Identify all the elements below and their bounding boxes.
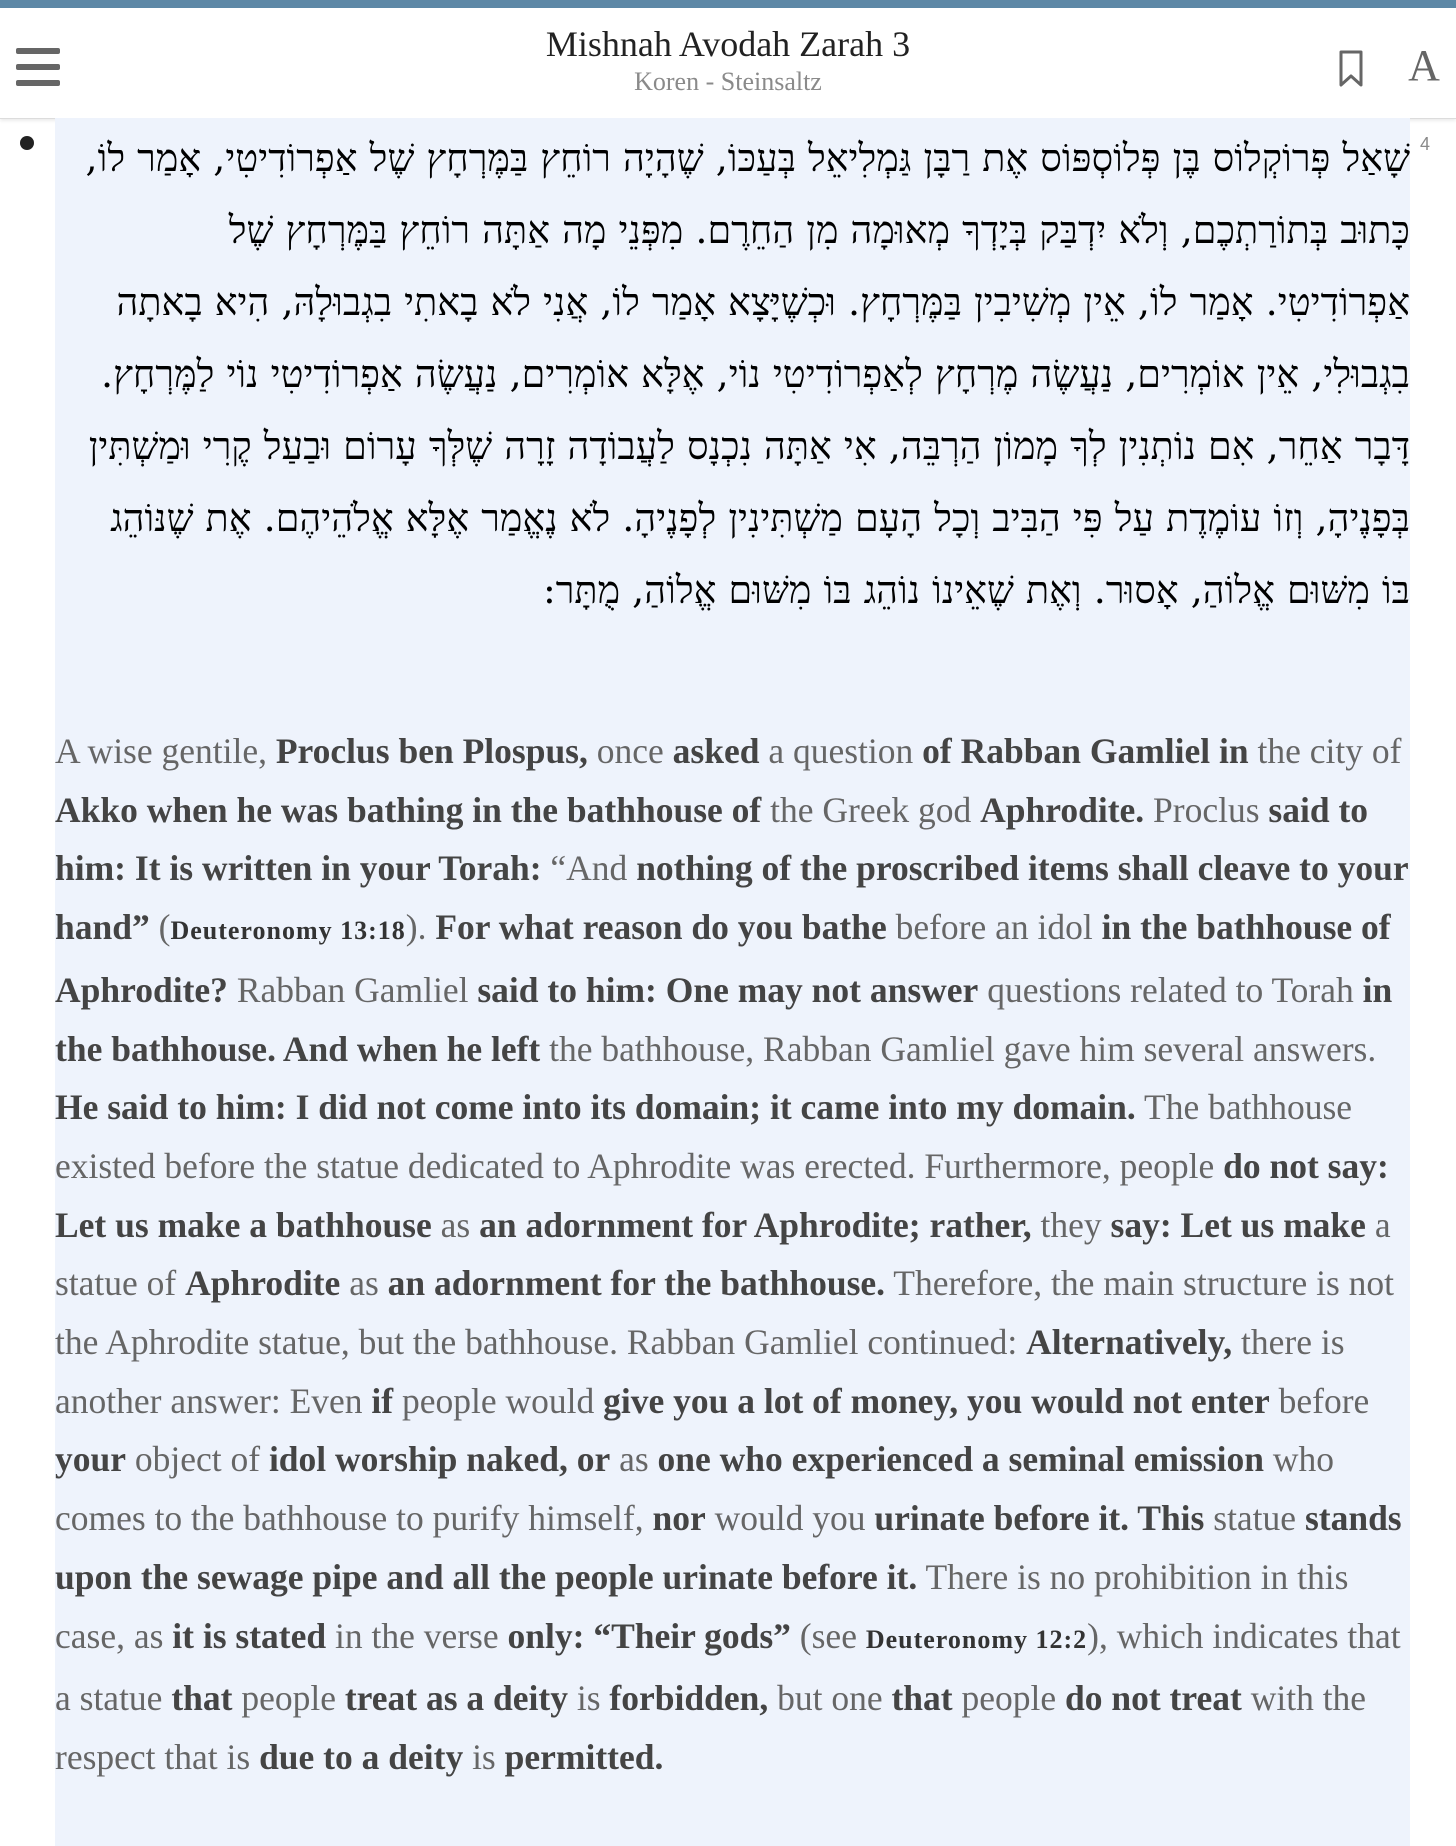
menu-line — [16, 64, 60, 70]
translation-plain-run: Rabban Gamliel — [227, 969, 478, 1010]
translation-plain-run: Therefore, the main structure is not the Aphrodite statue, but the bathhouse. Rabban Gamliel continued: — [55, 1263, 1395, 1363]
translation-bold-run: one who experienced a seminal emission — [657, 1439, 1264, 1480]
page-subtitle: Koren - Steinsaltz — [634, 67, 822, 96]
translation-bold-run: Aphrodite. — [980, 789, 1145, 830]
translation-bold-run: do not treat — [1065, 1678, 1242, 1719]
translation-bold-run: forbidden, — [609, 1678, 769, 1719]
translation-plain-run: is — [463, 1736, 505, 1777]
translation-bold-run: He said to him: I did not come into its domain; it came into my domain. — [55, 1087, 1136, 1128]
segment-number: 4 — [1420, 134, 1431, 154]
translation-bold-run: urinate before it. This — [874, 1498, 1205, 1539]
translation-bold-run: nothing of the proscribed items shall cleave to your hand” — [55, 848, 1408, 948]
translation-plain-run: people would — [393, 1380, 604, 1421]
top-accent-bar — [0, 0, 1456, 8]
translation-plain-run: in the verse — [326, 1615, 508, 1656]
translation-plain-run: A wise gentile, — [55, 731, 276, 771]
translation-bold-run: give you a lot of money, you would not enter — [603, 1380, 1270, 1421]
translation-plain-run: as — [610, 1439, 658, 1480]
verse-reference[interactable]: Deuteronomy 12:2 — [865, 1624, 1088, 1654]
translation-plain-run: before — [1269, 1380, 1370, 1421]
translation-plain-run: There is no prohibition in this case, as — [55, 1556, 1349, 1656]
translation-bold-run: that — [171, 1678, 233, 1719]
translation-bold-run: in the bathhouse. And when he left — [55, 969, 1393, 1069]
translation-plain-run: is — [567, 1678, 610, 1719]
translation-bold-run: Alternatively, — [1026, 1322, 1233, 1363]
translation-bold-run: For what reason do you bathe — [435, 907, 887, 948]
title-block[interactable] — [300, 22, 1156, 98]
translation-plain-run: “And — [541, 848, 637, 889]
translation-bold-run: an adornment for Aphrodite; rather, — [479, 1204, 1032, 1245]
translation-plain-run: object of — [126, 1439, 269, 1480]
translation-bold-run: if — [371, 1380, 394, 1421]
translation-plain-run: a question — [759, 731, 923, 771]
translation-bold-run: Akko when he was bathing in the bathhouse of — [55, 789, 762, 830]
bookmark-icon[interactable] — [1338, 50, 1364, 88]
segment-bullet — [20, 136, 34, 150]
translation-plain-run: there is another answer: Even — [55, 1322, 1345, 1421]
page-title: Mishnah Avodah Zarah 3 — [545, 24, 911, 64]
translation-plain-run: statue — [1204, 1498, 1305, 1539]
translation-plain-run: (see — [790, 1615, 866, 1656]
translation-plain-run: the city of — [1248, 731, 1402, 771]
translation-bold-run: only: “Their gods” — [507, 1615, 791, 1656]
translation-plain-run: would you — [705, 1498, 875, 1539]
translation-bold-run: permitted. — [504, 1736, 664, 1777]
translation-bold-run: Proclus ben Plospus, — [275, 731, 588, 771]
translation-plain-run: The bathhouse existed before the statue dedicated to Aphrodite was erected. Furthermore, people — [55, 1087, 1353, 1186]
translation-plain-run: as — [431, 1204, 480, 1245]
translation-plain-run: people — [232, 1678, 345, 1719]
translation-bold-run: of Rabban Gamliel in — [922, 731, 1249, 771]
menu-line — [16, 80, 60, 86]
translation-plain-run: ). — [405, 907, 436, 948]
hamburger-menu-icon[interactable] — [16, 48, 60, 86]
translation-plain-run: the bathhouse, Rabban Gamliel gave him several answers. — [540, 1028, 1377, 1069]
english-translation[interactable] — [55, 722, 1415, 1787]
translation-bold-run: stands upon the sewage pipe and all the people urinate before it. — [55, 1498, 1402, 1597]
app-header — [0, 8, 1456, 119]
translation-bold-run: an adornment for the bathhouse. — [387, 1263, 886, 1304]
translation-plain-run: ), which indicates that a statue — [55, 1615, 1401, 1719]
verse-reference[interactable]: Deuteronomy 13:18 — [170, 916, 406, 946]
translation-plain-run: they — [1031, 1204, 1111, 1245]
translation-bold-run: do not say: Let us make a bathhouse — [55, 1145, 1389, 1245]
translation-bold-run: asked — [672, 731, 760, 771]
translation-plain-run: a statue of — [55, 1204, 1391, 1304]
translation-plain-run: the Greek god — [761, 789, 981, 830]
translation-bold-run: that — [891, 1678, 953, 1719]
translation-plain-run: as — [340, 1263, 388, 1304]
translation-bold-run: said to him: One may not answer — [477, 969, 979, 1010]
translation-plain-run: who comes to the bathhouse to purify himself, — [55, 1439, 1334, 1539]
translation-bold-run: said to him: It is written in your Torah: — [55, 789, 1369, 889]
translation-bold-run: due to a deity — [259, 1736, 464, 1777]
translation-bold-run: nor — [652, 1498, 706, 1539]
translation-plain-run: once — [587, 731, 673, 771]
font-size-icon[interactable]: A — [1408, 41, 1440, 90]
hebrew-text[interactable]: שָׁאַל פְּרוֹקְלוֹס בֶּן פְּלוֹסְפּוֹס אֶת רַבָּן גַּמְלִיאֵל בְּעַכּוֹ, שֶׁהָיָה רוֹחֵץ בַּמֶּרְחָץ שֶׁל אַפְרוֹדִיטִי, אָמַר לוֹ, כָּתוּב בְּתוֹרַתְכֶם, וְלֹא יִדְבַּק בְּיָדְךָ מְאוּמָה מִן הַחֵרֶם. מִפְּנֵי מָה אַתָּה רוֹחֵץ בַּמֶּרְחָץ שֶׁל אַפְרוֹדִיטִי. אָמַר לוֹ, אֵין מְשִׁיבִין בַּמֶּרְחָץ. וּכְשֶׁיָּצָא אָמַר לוֹ, אֲנִי לֹא בָאתִי בִגְבוּלָהּ, הִיא בָאתָה בִגְבוּלִי, אֵין אוֹמְרִים, נַעֲשֶׂה מֶרְחָץ לְאַפְרוֹדִיטִי נוֹי, אֶלָּא אוֹמְרִים, נַעֲשֶׂה אַפְרוֹדִיטִי נוֹי לַמֶּרְחָץ. דָּבָר אַחֵר, אִם נוֹתְנִין לְךָ מָמוֹן הַרְבֵּה, אִי אַתָּה נִכְנָס לַעֲבוֹדָה זָרָה שֶׁלְּךָ עָרוֹם וּבַעַל קֶרִי וּמַשְׁתִּין בְּפָנֶיהָ, וְזוֹ עוֹמֶדֶת עַל פִּי הַבִּיב וְכָל הָעָם מַשְׁתִּינִין לְפָנֶיהָ. לֹא נֶאֱמַר אֶלָּא אֱלֹהֵיהֶם. אֶת שֶׁנּוֹהֵג בּוֹ מִשּׁוּם אֱלוֹהַ, אָסוּר. וְאֶת שֶׁאֵינוֹ נוֹהֵג בּוֹ מִשּׁוּם אֱלוֹהַ, מֻתָּר: — [85, 136, 1410, 612]
translation-bold-run: it is stated — [172, 1615, 327, 1656]
translation-bold-run: Aphrodite — [185, 1263, 341, 1304]
translation-plain-run: questions related to Torah — [978, 969, 1363, 1010]
translation-plain-run: ( — [149, 907, 171, 948]
translation-plain-run: with the respect that is — [55, 1678, 1367, 1777]
translation-plain-run: Proclus — [1144, 789, 1269, 830]
menu-line — [16, 48, 60, 54]
translation-bold-run: in the bathhouse of Aphrodite? — [55, 907, 1391, 1010]
translation-bold-run: treat as a deity — [344, 1678, 568, 1719]
translation-bold-run: your — [55, 1439, 126, 1480]
translation-plain-run: people — [952, 1678, 1065, 1719]
translation-bold-run: idol worship naked, or — [268, 1439, 611, 1480]
translation-plain-run: before an idol — [886, 907, 1102, 948]
translation-bold-run: say: Let us make — [1110, 1204, 1366, 1245]
translation-plain-run: but one — [768, 1678, 892, 1719]
